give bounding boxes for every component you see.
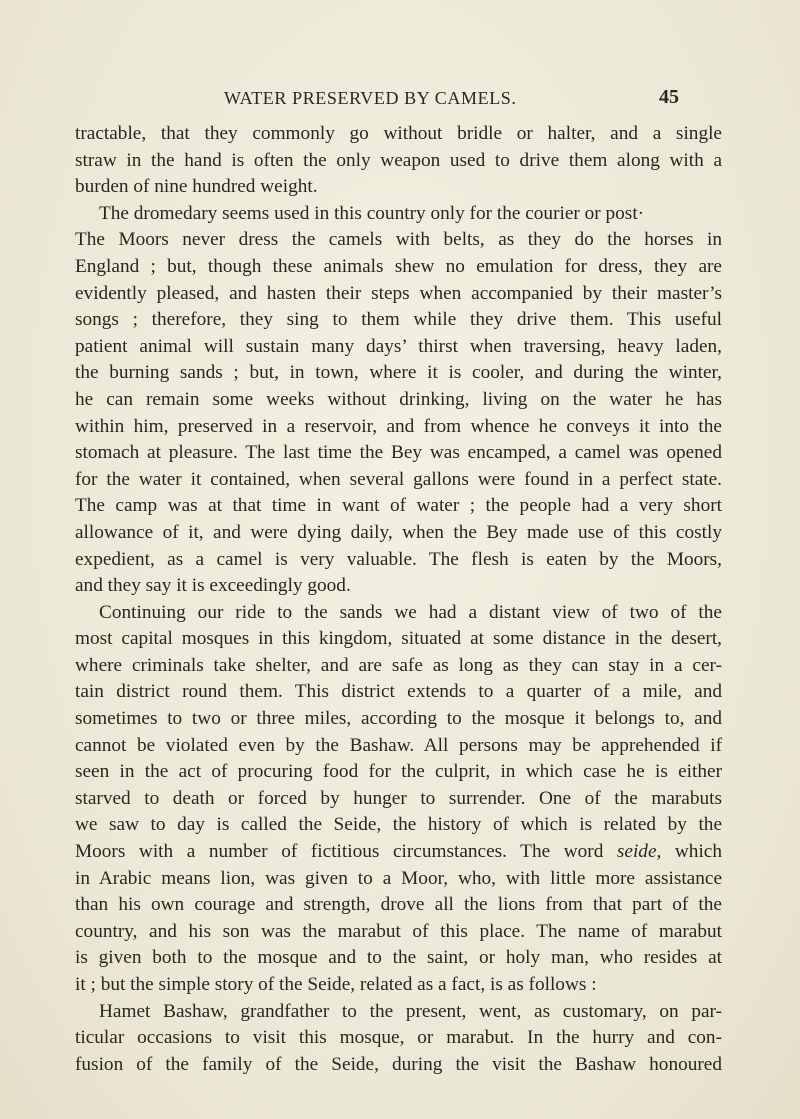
text-line: patient animal will sustain many days’ thirst when traversing, heavy laden,: [75, 335, 722, 357]
text-line: sometimes to two or three miles, according to the mosque it belongs to, and: [75, 708, 722, 730]
text-line-with-italic: [75, 839, 722, 866]
text-line: most capital mosques in this kingdom, situated at some distance in the desert,: [75, 628, 722, 650]
text-line: seen in the act of procuring food for the culprit, in which case he is either: [75, 761, 722, 783]
running-head: WATER PRESERVED BY CAMELS.: [224, 88, 517, 108]
text-line: tractable, that they commonly go without bridle or halter, and a single: [75, 123, 722, 144]
text-line: stomach at pleasure. The last time the Bey was encamped, a camel was opened: [75, 442, 722, 464]
text-line: starved to death or forced by hunger to surrender. One of the marabuts: [75, 787, 722, 809]
text-fragment: Moors with a number of fictitious circumstances. The word: [75, 841, 604, 863]
text-line: it ; but the simple story of the Seide, related as a fact, is as follows :: [75, 974, 597, 995]
text-line: Hamet Bashaw, grandfather to the present, went, as customary, on par-: [99, 1000, 722, 1022]
text-line: within him, preserved in a reservoir, and from whence he conveys it into the: [75, 415, 722, 437]
text-line: England ; but, though these animals shew no emulation for dress, they are: [75, 255, 722, 277]
text-line: than his own courage and strength, drove all the lions from that part of the: [75, 894, 722, 916]
text-line: Continuing our ride to the sands we had a distant view of two of the: [99, 601, 722, 623]
text-line: and they say it is exceedingly good.: [75, 575, 351, 597]
text-line: tain district round them. This district extends to a quarter of a mile, and: [75, 681, 722, 703]
text-line: the burning sands ; but, in town, where it is cooler, and during the winter,: [75, 362, 722, 384]
text-line: fusion of the family of the Seide, during the visit the Bashaw honoured: [75, 1053, 722, 1075]
text-line: evidently pleased, and hasten their steps when accompanied by their master’s: [75, 282, 722, 304]
text-line: The camp was at that time in want of water ; the people had a very short: [75, 495, 722, 517]
text-line: cannot be violated even by the Bashaw. All persons may be apprehended if: [75, 734, 722, 756]
text-line: expedient, as a camel is very valuable. The flesh is eaten by the Moors,: [75, 548, 722, 570]
text-line: straw in the hand is often the only weapon used to drive them along with a: [75, 149, 722, 171]
text-line: country, and his son was the marabut of this place. The name of marabut: [75, 920, 722, 942]
text-line: burden of nine hundred weight.: [75, 176, 318, 198]
page-number: 45: [659, 86, 679, 108]
text-line: The Moors never dress the camels with belts, as they do the horses in: [75, 229, 722, 251]
text-line: songs ; therefore, they sing to them while they drive them. This useful: [75, 309, 722, 331]
text-line: he can remain some weeks without drinking, living on the water he has: [75, 388, 722, 410]
text-line: in Arabic means lion, was given to a Moor, who, with little more assistance: [75, 867, 722, 889]
italic-word: seide,: [616, 841, 662, 863]
text-line: for the water it contained, when several gallons were found in a perfect state.: [75, 468, 722, 490]
text-line: where criminals take shelter, and are safe as long as they can stay in a cer-: [75, 654, 722, 676]
text-line: ticular occasions to visit this mosque, or marabut. In the hurry and con-: [75, 1027, 722, 1049]
text-line: is given both to the mosque and to the saint, or holy man, who resides at: [75, 947, 722, 969]
body-text: [75, 121, 722, 1078]
text-line: The dromedary seems used in this country only for the courier or post·: [99, 202, 645, 224]
text-fragment: which: [674, 841, 722, 863]
text-line: we saw to day is called the Seide, the history of which is related by the: [75, 814, 722, 836]
text-line: allowance of it, and were dying daily, when the Bey made use of this costly: [75, 521, 722, 543]
